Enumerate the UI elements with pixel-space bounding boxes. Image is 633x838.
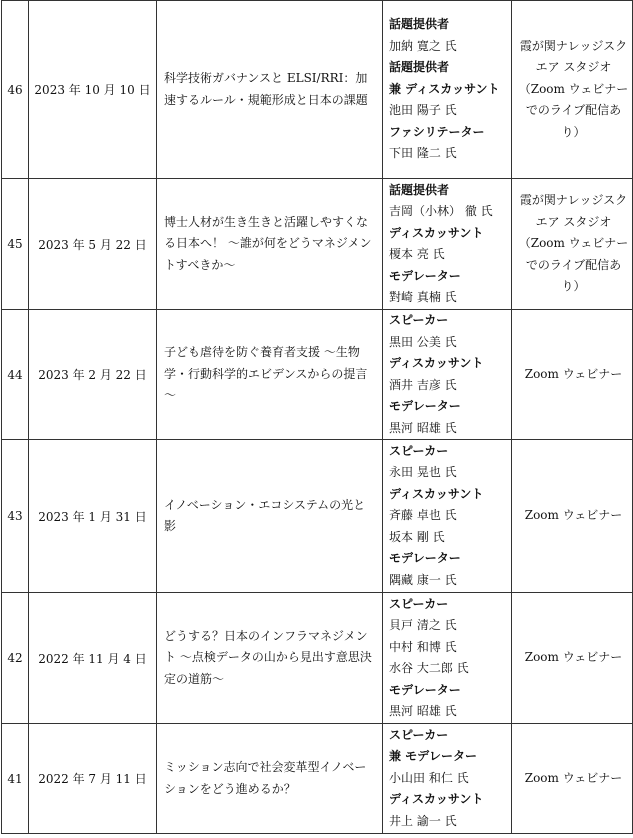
speaker-name: 加納 寛之 氏	[389, 38, 457, 53]
speaker-role-label: スピーカー	[389, 313, 449, 327]
speaker-name: 黒河 昭雄 氏	[389, 420, 457, 435]
event-date: 2023 年 2 月 22 日	[29, 310, 157, 440]
event-number: 46	[2, 1, 29, 179]
speaker-role-label: 話題提供者	[389, 17, 450, 32]
speaker-role-label: モデレーター	[389, 682, 461, 697]
event-people	[383, 179, 512, 310]
speaker-role-label: ファシリテーター	[389, 124, 485, 139]
speaker-name: 隅藏 康一 氏	[389, 572, 457, 587]
event-people	[383, 1, 512, 179]
speaker-name: 中村 和博 氏	[389, 639, 457, 654]
speaker-role-label: ディスカッサント	[389, 356, 484, 370]
speaker-role-label: ディスカッサント	[389, 792, 484, 807]
event-people	[383, 440, 512, 593]
event-number: 42	[2, 593, 29, 724]
event-venue: Zoom ウェビナー	[512, 310, 633, 440]
speaker-name: 黒河 昭雄 氏	[389, 704, 457, 718]
event-title: 科学技術ガバナンスと ELSI/RRI：加速するルール・規範形成と日本の課題	[157, 1, 383, 179]
speaker-name: 吉岡（小林） 徹 氏	[389, 204, 493, 218]
event-people	[383, 310, 512, 440]
speaker-role-label: スピーカー	[389, 443, 449, 458]
event-date: 2023 年 1 月 31 日	[29, 440, 157, 593]
event-number: 43	[2, 440, 29, 593]
event-date: 2022 年 11 月 4 日	[29, 593, 157, 724]
event-venue: Zoom ウェビナー	[512, 440, 633, 593]
speaker-name: 下田 隆二 氏	[389, 146, 457, 161]
event-title: 博士人材が生き生きと活躍しやすくなる日本へ！ ～誰が何をどうマネジメントすべきか～	[157, 179, 383, 310]
speaker-name: 榎本 亮 氏	[389, 247, 445, 261]
speaker-name: 貝戸 清之 氏	[389, 618, 457, 632]
event-people	[383, 724, 512, 834]
speaker-name: 池田 陽子 氏	[389, 103, 457, 118]
speaker-name: 斉藤 卓也 氏	[389, 508, 457, 523]
table-row	[2, 1, 633, 179]
event-date: 2023 年 5 月 22 日	[29, 179, 157, 310]
speaker-role-label: モデレーター	[389, 551, 461, 566]
speaker-name: 小山田 和仁 氏	[389, 770, 469, 785]
speaker-role-label: 話題提供者	[389, 182, 450, 197]
speaker-role-label: スピーカー	[389, 727, 449, 742]
speaker-role-label: モデレーター	[389, 268, 461, 283]
table-row	[2, 440, 633, 593]
event-people	[383, 593, 512, 724]
table-row	[2, 179, 633, 310]
event-venue: 霞が関ナレッジスクエア スタジオ（Zoom ウェビナーでのライブ配信あり）	[512, 1, 633, 179]
speaker-name: 水谷 大二郎 氏	[389, 661, 469, 675]
speaker-role-label: スピーカー	[389, 596, 449, 611]
speaker-name: 對崎 真楠 氏	[389, 290, 457, 304]
speaker-name: 井上 諭一 氏	[389, 813, 457, 828]
table-row	[2, 724, 633, 834]
speaker-name: 黒田 公美 氏	[389, 334, 457, 349]
speaker-role-label: ディスカッサント	[389, 486, 484, 501]
event-venue: 霞が関ナレッジスクエア スタジオ（Zoom ウェビナーでのライブ配信あり）	[512, 179, 633, 310]
event-number: 45	[2, 179, 29, 310]
event-date: 2023 年 10 月 10 日	[29, 1, 157, 179]
events-table	[1, 0, 633, 834]
table-row	[2, 310, 633, 440]
speaker-name: 坂本 剛 氏	[389, 529, 445, 544]
table-row	[2, 593, 633, 724]
events-table-body	[2, 1, 633, 834]
event-title: イノベーション・エコシステムの光と影	[157, 440, 383, 593]
speaker-role-label: モデレーター	[389, 399, 461, 413]
event-venue: Zoom ウェビナー	[512, 593, 633, 724]
event-venue: Zoom ウェビナー	[512, 724, 633, 834]
event-title: どうする？日本のインフラマネジメント ～点検データの山から見出す意思決定の道筋～	[157, 593, 383, 724]
speaker-role-label: 兼 モデレーター	[389, 749, 477, 764]
event-title: ミッション志向で社会変革型イノベーションをどう進めるか？	[157, 724, 383, 834]
speaker-role-label: ディスカッサント	[389, 225, 484, 240]
speaker-name: 永田 晃也 氏	[389, 465, 457, 480]
event-title: 子ども虐待を防ぐ養育者支援 ～生物学・行動科学的エビデンスからの提言～	[157, 310, 383, 440]
event-date: 2022 年 7 月 11 日	[29, 724, 157, 834]
event-number: 44	[2, 310, 29, 440]
speaker-role-label: 話題提供者	[389, 60, 450, 75]
event-number: 41	[2, 724, 29, 834]
speaker-name: 酒井 吉彦 氏	[389, 377, 457, 392]
speaker-role-label: 兼 ディスカッサント	[389, 81, 500, 96]
